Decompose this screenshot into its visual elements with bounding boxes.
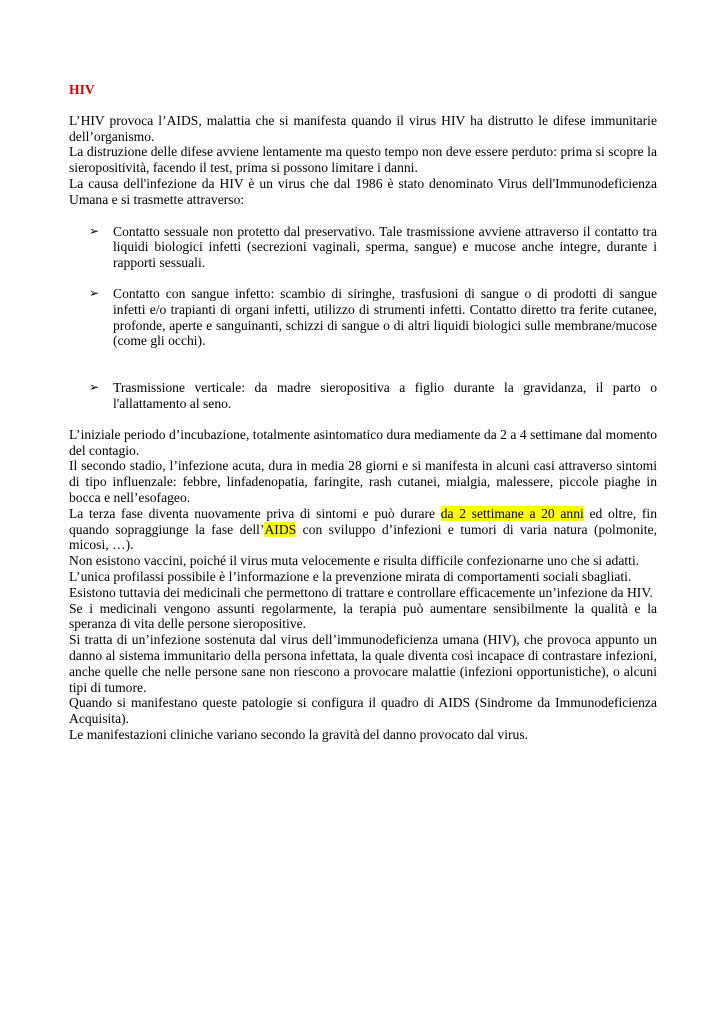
list-item-text: Contatto con sangue infetto: scambio di siringhe, trasfusioni di sangue o di prodotti di sangue infetti e/o trapianti di organi infetti, utilizzo di strumenti infetti. Contatto diretto tra ferite cutanee, profonde, aperte e sanguinanti, schizzi di sangue o di altri liquidi biologici sulle membrane/mucose (come gli occhi). — [113, 285, 657, 349]
highlighted-aids: AIDS — [264, 521, 297, 537]
arrow-bullet-icon: ➢ — [89, 285, 100, 300]
body-paragraph-4: Se i medicinali vengono assunti regolarmente, la terapia può aumentare sensibilmente la qualità e la speranza di vita delle persone sieropositive. — [69, 600, 657, 632]
stage2-paragraph: Il secondo stadio, l’infezione acuta, dura in media 28 giorni e si manifesta in alcuni casi attraverso sintomi di tipo influenzale: febbre, linfadenopatia, faringite, rash cutanei, mialgia, malessere, piccole piaghe in bocca e nell’esofageo. — [69, 458, 657, 505]
body-paragraph-2: L’unica profilassi possibile è l’informazione e la prevenzione mirata di comportamenti sociali sbagliati. — [69, 568, 632, 584]
stage1-paragraph: L’iniziale periodo d’incubazione, totalmente asintomatico dura mediamente da 2 a 4 settimane dal momento del contagio. — [69, 426, 657, 458]
stage3-text-a: La terza fase diventa nuovamente priva di sintomi e può durare — [69, 505, 441, 521]
intro-paragraph-2: La distruzione delle difese avviene lentamente ma questo tempo non deve essere perduto: prima si scopre la sieropositività, facendo il test, prima si possono limitare i danni. — [69, 144, 657, 176]
intro-paragraph-1: L’HIV provoca l’AIDS, malattia che si manifesta quando il virus HIV ha distrutto le difese immunitarie dell’organismo. — [69, 112, 657, 144]
stage3-text-c: con sviluppo d’infezioni e tumori di varia natura (polmonite, micosi, …). — [69, 521, 657, 553]
stage3-text-b: ed oltre, fin quando sopraggiunge la fase dell’ — [69, 505, 658, 537]
body-paragraph-3: Esistono tuttavia dei medicinali che permettono di trattare e controllare efficacemente un’infezione da HIV. — [69, 584, 653, 600]
transmission-list — [69, 224, 657, 412]
list-item-text: Contatto sessuale non protetto dal preservativo. Tale trasmissione avviene attraverso il contatto tra liquidi biologici infetti (secrezioni vaginali, sperma, sangue) e mucose anche integre, durante i rapporti sessuali. — [113, 223, 657, 271]
list-item — [69, 380, 657, 412]
list-item — [69, 286, 657, 349]
document-title: HIV — [69, 82, 95, 97]
arrow-bullet-icon: ➢ — [89, 380, 100, 395]
arrow-bullet-icon: ➢ — [89, 223, 100, 238]
list-item-text: Trasmissione verticale: da madre sieropositiva a figlio durante la gravidanza, il parto o l'allattamento al seno. — [113, 380, 657, 411]
intro-paragraph-3: La causa dell'infezione da HIV è un virus che dal 1986 è stato denominato Virus dell'Immunodeficienza Umana e si trasmette attraverso: — [69, 175, 657, 207]
body-paragraph-5: Si tratta di un’infezione sostenuta dal virus dell’immunodeficienza umana (HIV), che provoca appunto un danno al sistema immunitario della persona infettata, la quale diventa così incapace di contrastare infezioni, anche quelle che nelle persone sane non riescono a provocare malattie (infezioni opportunistiche), o alcuni tipi di tumore. — [69, 632, 657, 695]
body-paragraph-7: Le manifestazioni cliniche variano secondo la gravità del danno provocato dal virus. — [69, 726, 529, 742]
stage3-paragraph — [69, 506, 657, 553]
body-paragraph-6: Quando si manifestano queste patologie si configura il quadro di AIDS (Sindrome da Immunodeficienza Acquisita). — [69, 695, 657, 727]
body-paragraph-1: Non esistono vaccini, poiché il virus muta velocemente e risulta difficile confezionarne uno che si adatti. — [69, 553, 640, 569]
list-item — [69, 224, 657, 271]
document-page — [69, 82, 657, 743]
highlighted-duration: da 2 settimane a 20 anni — [440, 505, 584, 521]
